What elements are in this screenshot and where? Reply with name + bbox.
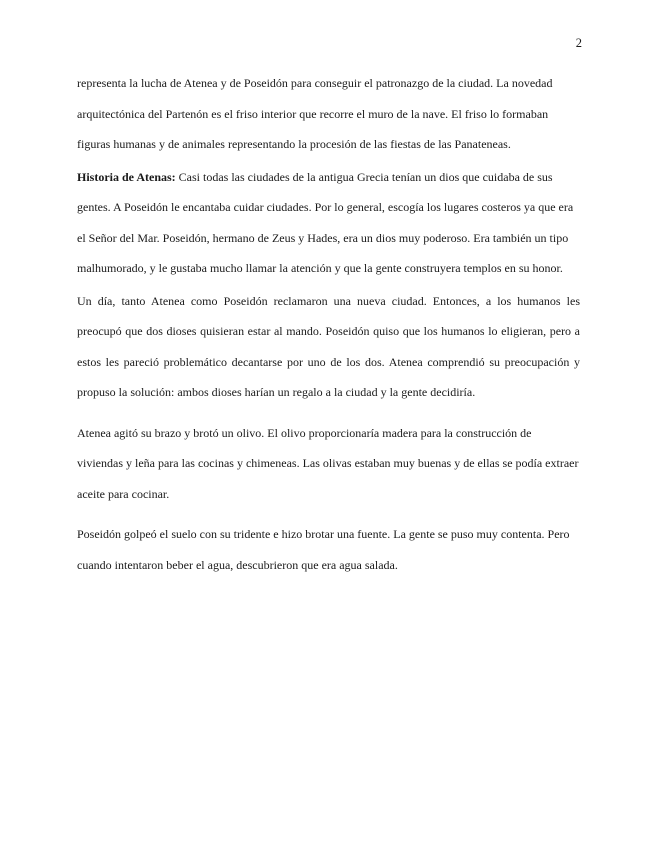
document-body bbox=[77, 68, 580, 580]
paragraph-athena-olive: Atenea agitó su brazo y brotó un olivo. El olivo proporcionaría madera para la construcción de viviendas y leña para las cocinas y chimeneas. Las olivas estaban muy buenas y de ellas se podía extraer aceite para cocinar. bbox=[77, 425, 579, 501]
paragraph-parthenon-frieze: representa la lucha de Atenea y de Poseidón para conseguir el patronazgo de la ciudad. La novedad arquitectónica del Partenón es el friso interior que recorre el muro de la nave. El friso lo formaban figuras humanas y de animales representando la procesión de las fiestas de las Panateneas. bbox=[77, 76, 553, 151]
paragraph-gods-claim-city: Un día, tanto Atenea como Poseidón reclamaron una nueva ciudad. Entonces, a los humanos les preocupó que dos dioses quisieran estar al mando. Poseidón quiso que los humanos lo eligieran, pero a estos les pareció problemático decantarse por uno de los dos. Atenea comprendió su preocupación y propuso la solución: ambos dioses harían un regalo a la ciudad y la gente decidiría. bbox=[77, 293, 580, 399]
paragraph-history-text: Casi todas las ciudades de la antigua Grecia tenían un dios que cuidaba de sus gentes. A Poseidón le encantaba cuidar ciudades. Por lo general, escogía los lugares costeros ya que era el Señor del Mar. Poseidón, hermano de Zeus y Hades, era un dios muy poderoso. Era también un tipo malhumorado, y le gustaba mucho llamar la atención y que la gente construyera templos en su honor. bbox=[77, 169, 574, 275]
page-number: 2 bbox=[575, 36, 582, 50]
paragraph-poseidon-fountain: Poseidón golpeó el suelo con su tridente e hizo brotar una fuente. La gente se puso muy contenta. Pero cuando intentaron beber el agua, descubrieron que era agua salada. bbox=[77, 527, 570, 572]
section-heading-history: Historia de Atenas: bbox=[77, 169, 176, 184]
paragraph-history-of-athens bbox=[77, 162, 580, 284]
